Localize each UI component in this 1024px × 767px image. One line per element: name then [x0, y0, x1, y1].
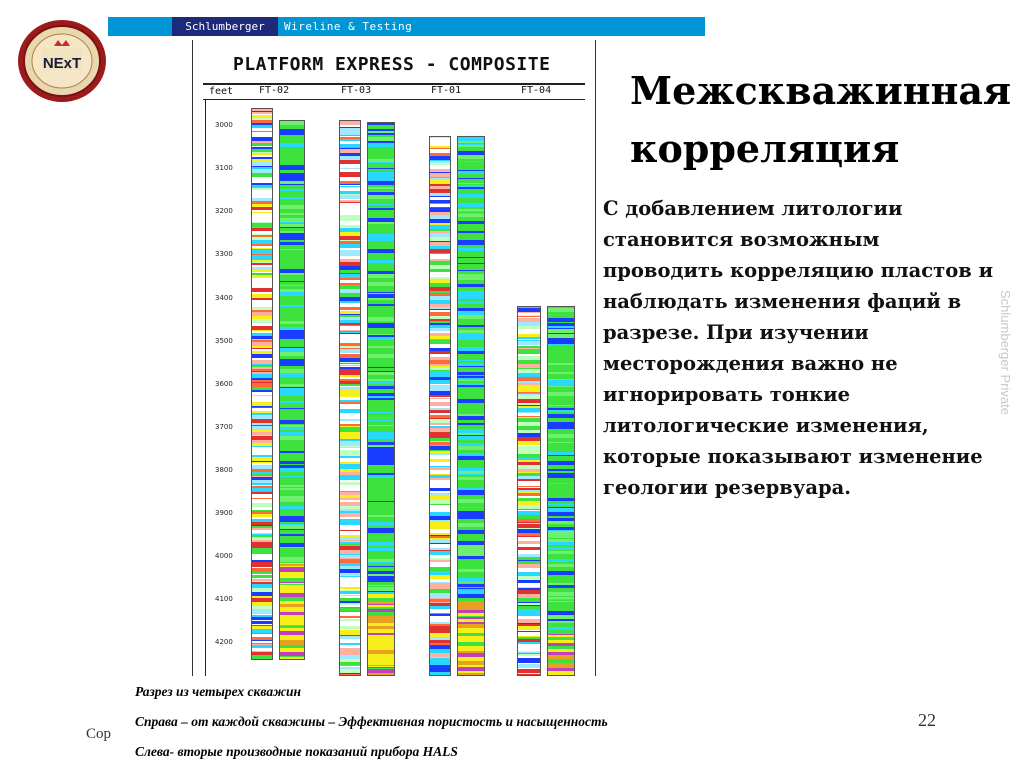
next-logo-seal	[14, 18, 110, 104]
well-ft02-hals-track	[251, 108, 273, 660]
depth-label: 3500	[215, 337, 233, 345]
depth-label: 3600	[215, 380, 233, 388]
depth-label: 3000	[215, 121, 233, 129]
well-ft03-porosity-track	[367, 122, 395, 676]
well-ft04-hals-track	[517, 306, 541, 676]
slide-body-text: С добавлением литологии становится возможным проводить корреляцию пластов и наблюдать изменения фаций в разрезе. При изучении месторождения важно не игнорировать тонкие литологические изменения, которые показывают изменение геологии резервуара.	[603, 197, 994, 499]
depth-label: 4100	[215, 595, 233, 603]
watermark-text: Schlumberger Private	[998, 290, 1013, 415]
caption-line-2: Справа – от каждой скважины – Эффективная пористость и насыщенность	[135, 714, 608, 729]
schlumberger-private-watermark	[993, 290, 1017, 440]
well-label-ft02: FT-02	[259, 85, 290, 96]
depth-axis-line	[205, 100, 206, 676]
well-ft04-porosity-track	[547, 306, 575, 676]
log-composite-figure	[192, 40, 596, 676]
logo-text: NExT	[42, 55, 82, 72]
depth-unit-label: feet	[209, 86, 234, 97]
well-ft02-porosity-track	[279, 120, 305, 660]
depth-label: 3700	[215, 423, 233, 431]
depth-label: 4000	[215, 552, 233, 560]
depth-label: 3900	[215, 509, 233, 517]
well-label-ft04: FT-04	[521, 85, 552, 96]
footer-copyright-fragment: Cop	[86, 726, 112, 742]
depth-label: 4200	[215, 638, 233, 646]
figure-title: PLATFORM EXPRESS - COMPOSITE	[233, 54, 551, 75]
slide-title: Межскважинная корреляция	[630, 68, 1012, 171]
depth-label: 3200	[215, 207, 233, 215]
caption-line-3: Слева- вторые производные показаний прибора HALS	[135, 744, 458, 759]
well-ft03-hals-track	[339, 120, 361, 676]
depth-label: 3300	[215, 250, 233, 258]
well-label-ft01: FT-01	[431, 85, 462, 96]
schlumberger-brand: Schlumberger	[172, 17, 278, 36]
page-number: 22	[918, 710, 936, 730]
depth-label: 3400	[215, 294, 233, 302]
header-bar	[108, 17, 705, 36]
well-ft01-hals-track	[429, 136, 451, 676]
caption-line-1: Разрез из четырех скважин	[135, 684, 301, 699]
well-ft01-porosity-track	[457, 136, 485, 676]
depth-label: 3800	[215, 466, 233, 474]
depth-label: 3100	[215, 164, 233, 172]
header-subtitle: Wireline & Testing	[284, 20, 413, 33]
well-label-ft03: FT-03	[341, 85, 372, 96]
